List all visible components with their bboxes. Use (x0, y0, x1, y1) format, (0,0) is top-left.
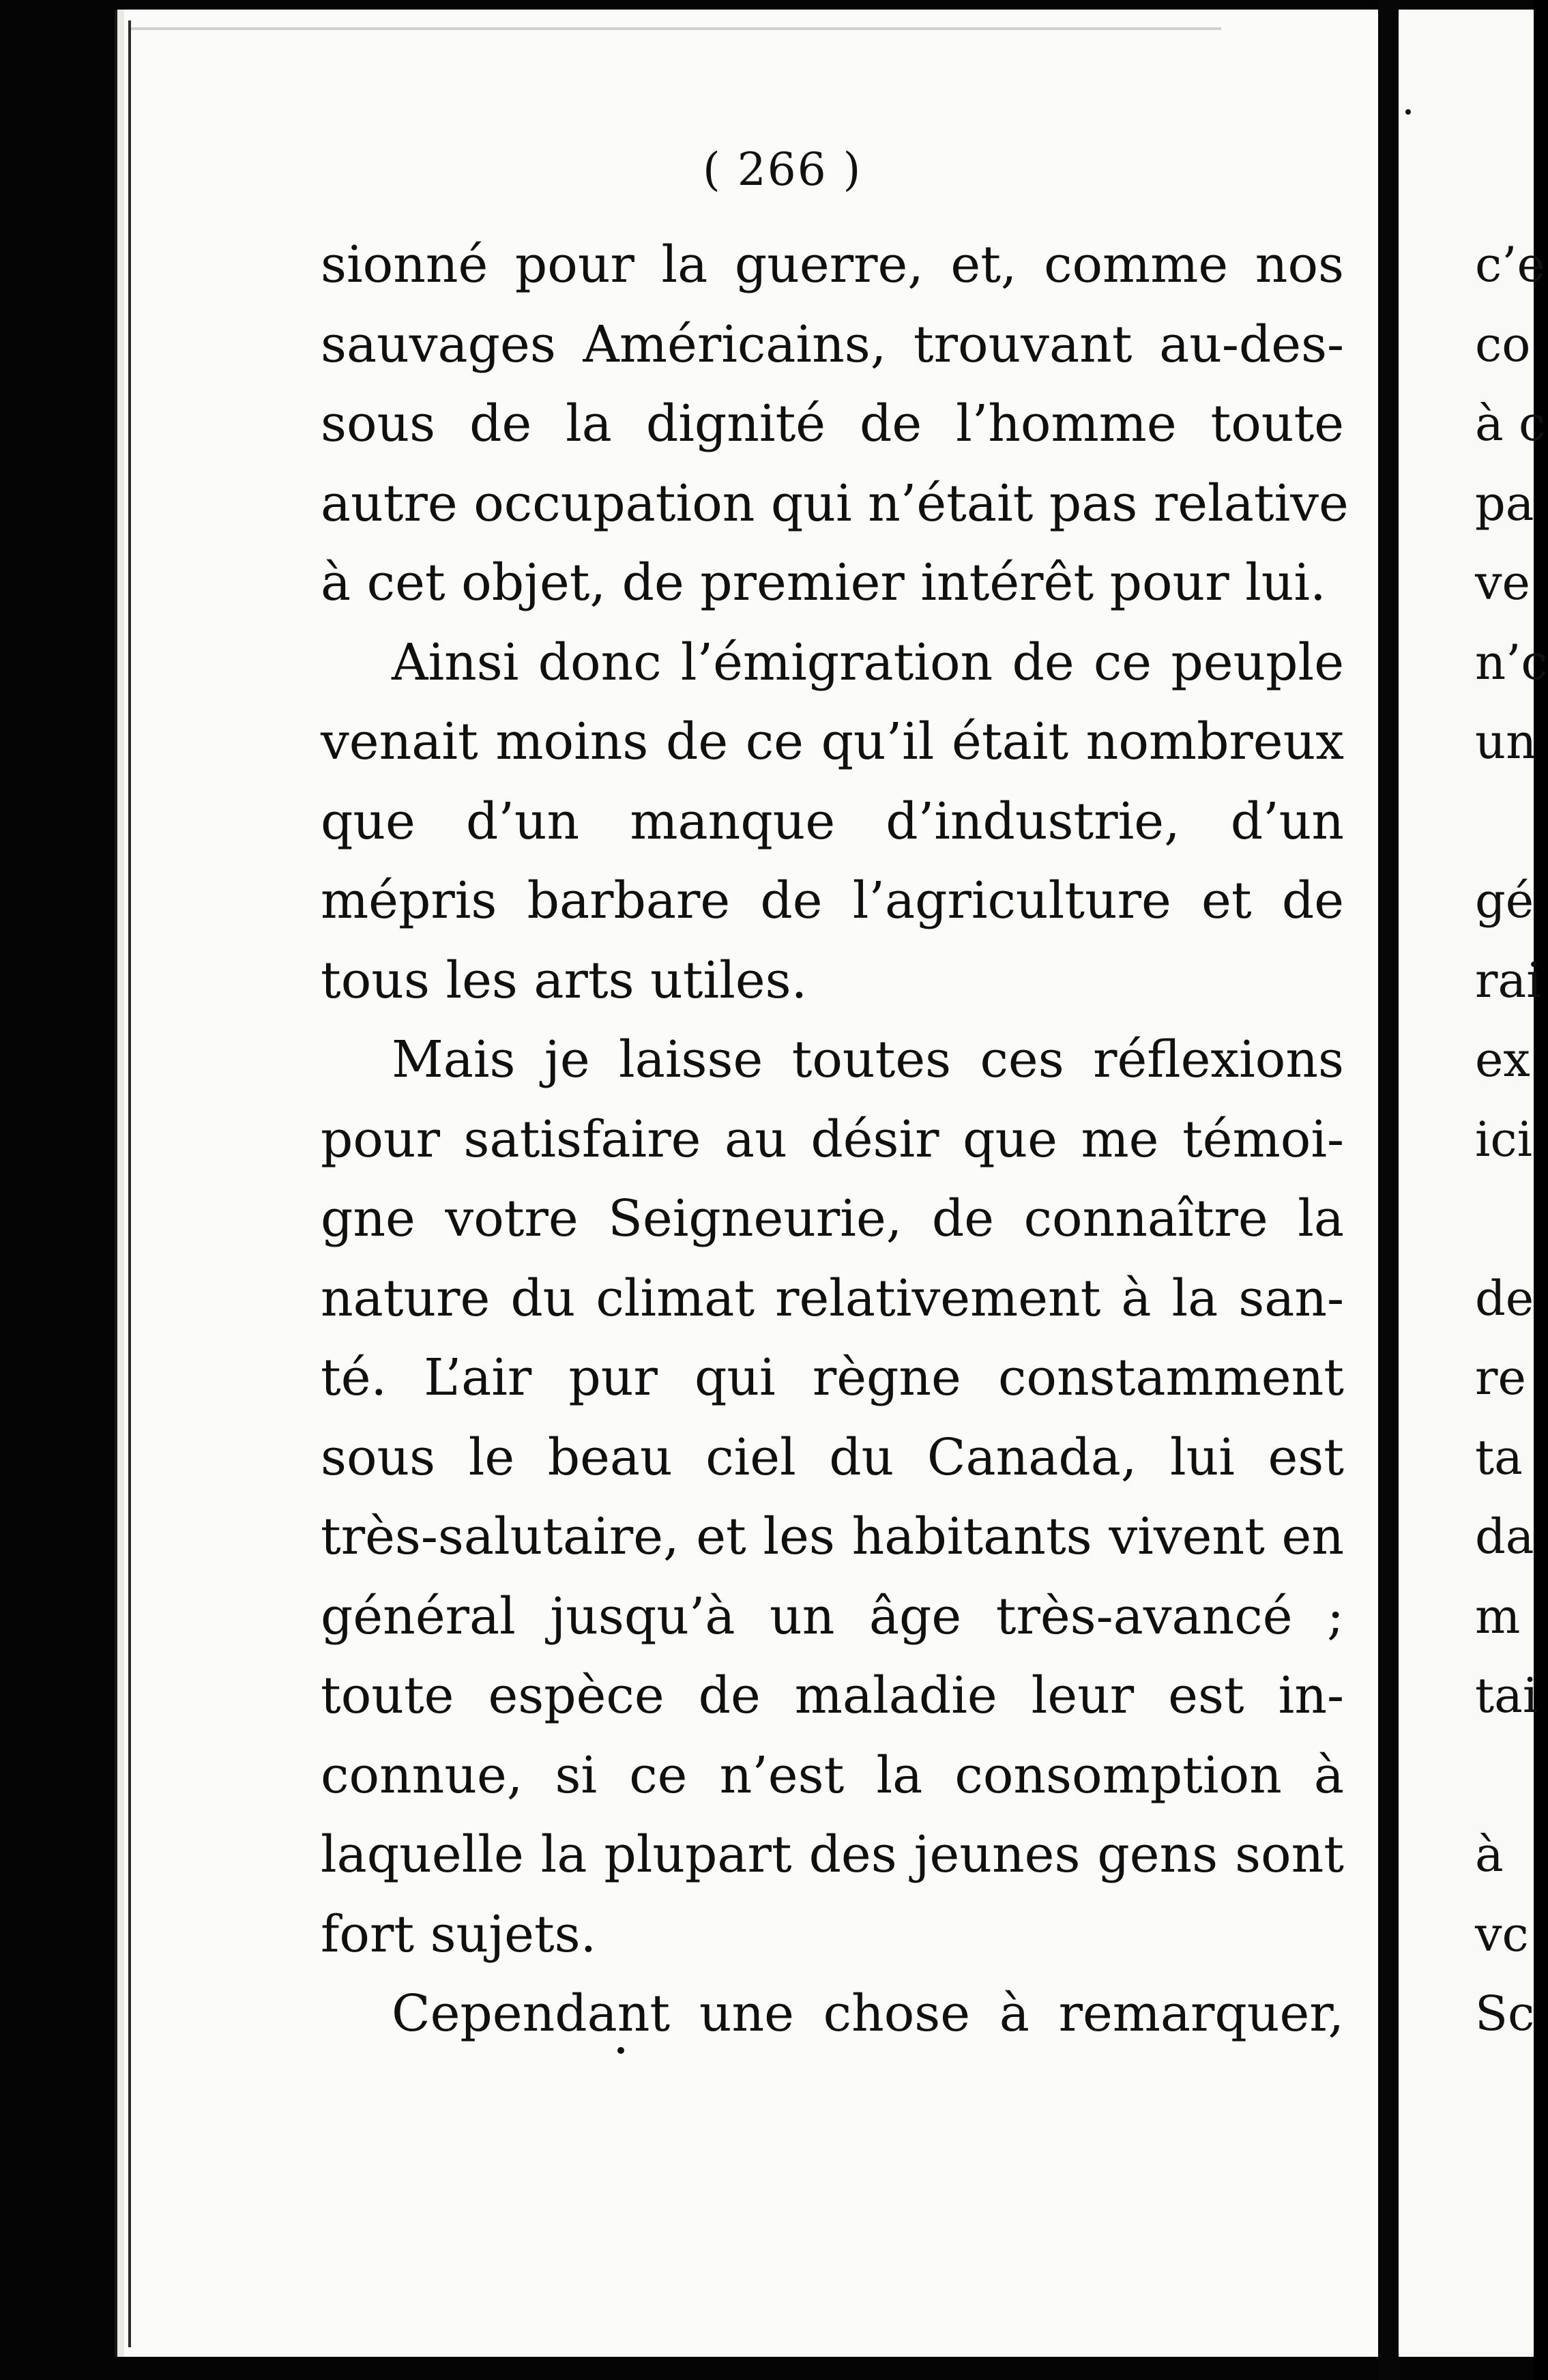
page-number: ( 266 ) (703, 143, 862, 196)
text-line: autre occupation qui n’était pas relative (321, 474, 1349, 533)
text-line: très-salutaire, et les habitants vivent en (321, 1507, 1344, 1566)
adjacent-line (1475, 1736, 1548, 1816)
text-line: mépris barbare de l’agriculture et de (321, 871, 1344, 930)
text-line: connue, si ce n’est la consomption à (321, 1745, 1344, 1805)
text-line: fort sujets. (321, 1904, 597, 1964)
text-line: laquelle la plupart des jeunes gens sont (321, 1825, 1344, 1884)
adjacent-line: à c (1475, 396, 1546, 452)
text-line: Mais je laisse toutes ces réflexions (392, 1030, 1344, 1089)
adjacent-line (1475, 782, 1548, 862)
text-line: Cependant une chose à remarquer, (392, 1984, 1344, 2043)
text-line: que d’un manque d’industrie, d’un (321, 792, 1344, 851)
adjacent-line: ici (1475, 1111, 1532, 1167)
adjacent-line: un (1475, 714, 1537, 770)
adjacent-line: pa (1475, 475, 1534, 532)
text-line: toute espèce de maladie leur est in- (321, 1666, 1344, 1725)
ink-speck (617, 2047, 624, 2054)
left-page-edge (128, 20, 131, 2347)
text-line: sous le beau ciel du Canada, lui est (321, 1427, 1344, 1487)
body-text (321, 225, 1349, 2054)
text-line: tous les arts utiles. (321, 950, 808, 1010)
text-line: général jusqu’à un âge très-avancé ; (321, 1586, 1344, 1646)
adjacent-line: n’c (1475, 634, 1548, 691)
text-line: sionné pour la guerre, et, comme nos (321, 235, 1344, 294)
adjacent-line: à (1475, 1827, 1504, 1883)
adjacent-line (1475, 1179, 1548, 1259)
adjacent-page-text (1475, 225, 1548, 2054)
text-line: nature du climat relativement à la san- (321, 1268, 1344, 1328)
adjacent-line: re (1475, 1350, 1526, 1406)
adjacent-line: ex (1475, 1032, 1530, 1088)
text-line: sous de la dignité de l’homme toute (321, 394, 1344, 453)
adjacent-line: ta (1475, 1429, 1523, 1485)
adjacent-line: vc (1475, 1906, 1529, 1962)
adjacent-line: gé (1475, 873, 1534, 929)
adjacent-line: ve (1475, 555, 1530, 611)
adjacent-line: m (1475, 1588, 1521, 1644)
text-line: venait moins de ce qu’il était nombreux (321, 712, 1344, 771)
adjacent-line: de (1475, 1270, 1534, 1326)
page-gutter (1378, 0, 1399, 2380)
adjacent-line: Sc (1475, 1986, 1535, 2042)
top-edge-shadow (130, 27, 1221, 30)
text-line: té. L’air pur qui règne constamment (321, 1348, 1344, 1407)
text-line: sauvages Américains, trouvant au-des- (321, 315, 1344, 374)
adjacent-line: rai (1475, 952, 1542, 1008)
text-line: pour satisfaire au désir que me témoi- (321, 1109, 1344, 1169)
text-line: Ainsi donc l’émigration de ce peuple (392, 633, 1344, 692)
text-line: gne votre Seigneurie, de connaître la (321, 1189, 1344, 1248)
text-line: à cet objet, de premier intérêt pour lui. (321, 553, 1326, 612)
adjacent-line: da (1475, 1509, 1534, 1565)
ink-speck (1405, 109, 1411, 115)
adjacent-line: tai (1475, 1668, 1538, 1724)
adjacent-line: co (1475, 316, 1531, 373)
adjacent-line: c’e (1475, 237, 1545, 293)
